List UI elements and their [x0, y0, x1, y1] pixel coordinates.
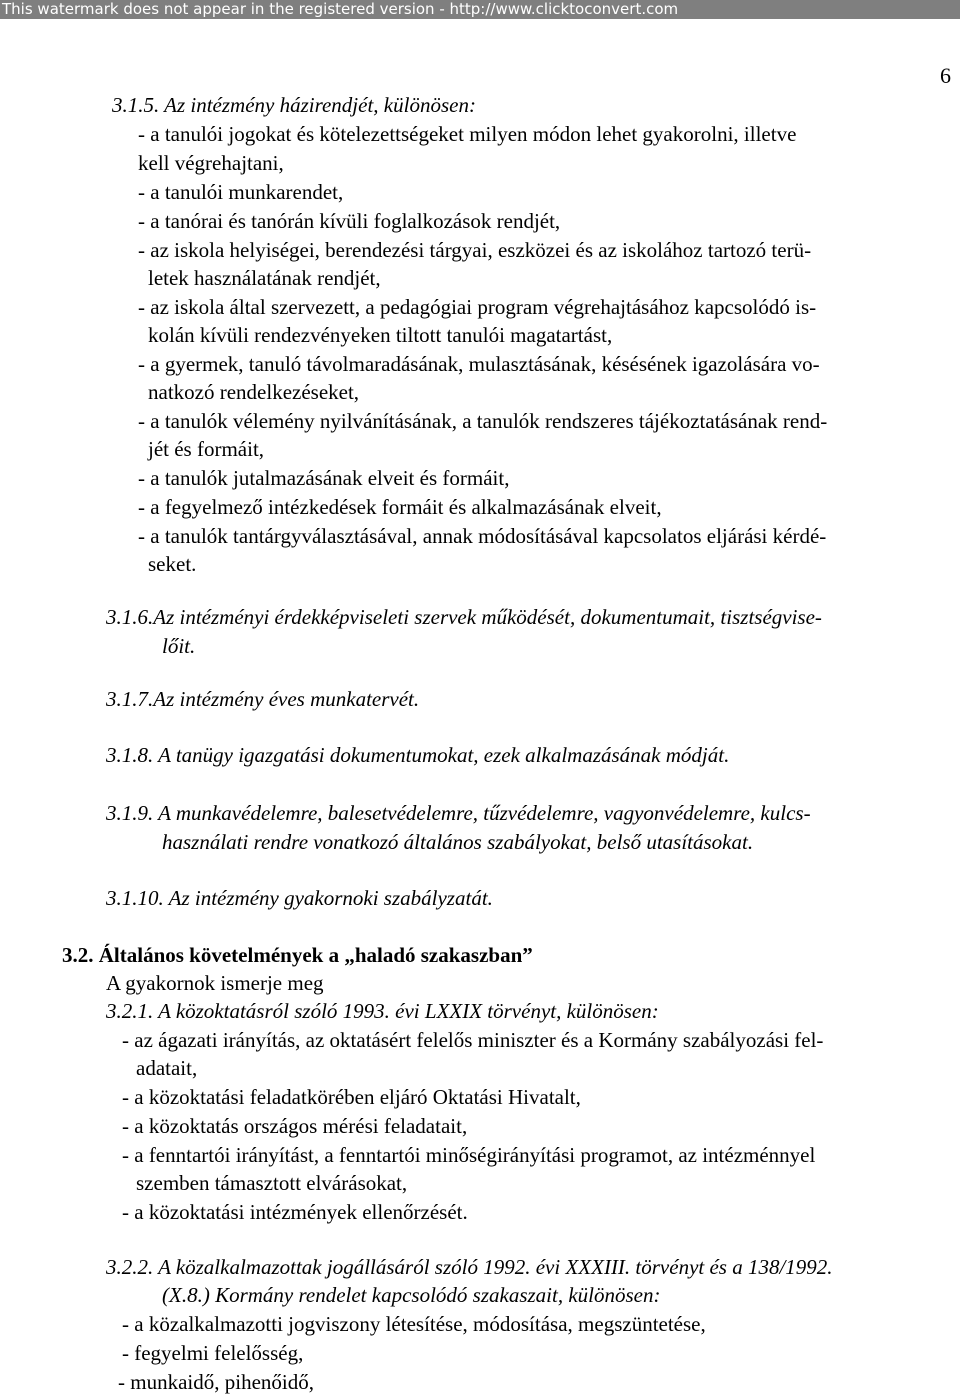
- heading-3-2-2: 3.2.2. A közalkalmazottak jogállásáról szóló 1992. évi XXXIII. törvényt és a 138/1992.: [106, 1255, 833, 1279]
- list-item-continuation: seket.: [148, 552, 197, 576]
- list-item: - a gyermek, tanuló távolmaradásának, mulasztásának, késésének igazolására vo-: [138, 352, 820, 376]
- list-item: - a tanulók vélemény nyilvánításának, a tanulók rendszeres tájékoztatásának rend-: [138, 409, 828, 433]
- list-item: - a tanulók tantárgyválasztásával, annak módosításával kapcsolatos eljárási kérdé-: [138, 524, 827, 548]
- list-item: - a fenntartói irányítást, a fenntartói minőségirányítási programot, az intézménnyel: [122, 1143, 816, 1167]
- heading-3-1-10: 3.1.10. Az intézmény gyakornoki szabályzatát.: [106, 886, 493, 910]
- heading-continuation: (X.8.) Kormány rendelet kapcsolódó szakaszait, különösen:: [162, 1283, 661, 1307]
- list-item-continuation: kell végrehajtani,: [138, 151, 284, 175]
- heading-3-1-9: 3.1.9. A munkavédelemre, balesetvédelemre, tűzvédelemre, vagyonvédelemre, kulcs-: [106, 801, 811, 825]
- list-item: - a tanórai és tanórán kívüli foglalkozások rendjét,: [138, 209, 561, 233]
- intro-text: A gyakornok ismerje meg: [106, 971, 324, 995]
- list-item: - munkaidő, pihenőidő,: [118, 1370, 314, 1394]
- list-item: - a tanulói jogokat és kötelezettségeket milyen módon lehet gyakorolni, illetve: [138, 122, 797, 146]
- list-item: - fegyelmi felelősség,: [122, 1341, 304, 1365]
- section-heading-3-2: 3.2. Általános követelmények a „haladó szakaszban”: [62, 943, 533, 967]
- list-item: - az iskola által szervezett, a pedagógiai program végrehajtásához kapcsolódó is-: [138, 295, 817, 319]
- heading-3-2-1: 3.2.1. A közoktatásról szóló 1993. évi LXXIX törvényt, különösen:: [106, 999, 659, 1023]
- page-number: 6: [940, 63, 951, 88]
- heading-3-1-8: 3.1.8. A tanügy igazgatási dokumentumokat, ezek alkalmazásának módját.: [106, 743, 730, 767]
- watermark-link[interactable]: http://www.clicktoconvert.com: [449, 0, 679, 18]
- list-item-continuation: kolán kívüli rendezvényeken tiltott tanulói magatartást,: [148, 323, 613, 347]
- watermark-text: This watermark does not appear in the registered version -: [2, 0, 450, 18]
- watermark-banner: [0, 0, 960, 19]
- heading-3-1-7: 3.1.7.Az intézmény éves munkatervét.: [106, 687, 420, 711]
- list-item: - a fegyelmező intézkedések formáit és alkalmazásának elveit,: [138, 495, 662, 519]
- list-item: - az iskola helyiségei, berendezési tárgyai, eszközei és az iskolához tartozó terü-: [138, 238, 812, 262]
- list-item: - a közoktatási feladatkörében eljáró Oktatási Hivatalt,: [122, 1085, 581, 1109]
- heading-3-1-5: 3.1.5. Az intézmény házirendjét, különösen:: [112, 93, 476, 117]
- list-item: - az ágazati irányítás, az oktatásért felelős miniszter és a Kormány szabályozási fel-: [122, 1028, 824, 1052]
- list-item-continuation: jét és formáit,: [148, 437, 265, 461]
- heading-3-1-6: 3.1.6.Az intézményi érdekképviseleti szervek működését, dokumentumait, tisztségvise-: [106, 605, 822, 629]
- list-item: - a tanulók jutalmazásának elveit és formáit,: [138, 466, 510, 490]
- list-item-continuation: letek használatának rendjét,: [148, 266, 381, 290]
- heading-continuation: használati rendre vonatkozó általános szabályokat, belső utasításokat.: [162, 830, 754, 854]
- list-item-continuation: szemben támasztott elvárásokat,: [136, 1171, 408, 1195]
- list-item: - a közoktatási intézmények ellenőrzését.: [122, 1200, 468, 1224]
- list-item-continuation: natkozó rendelkezéseket,: [148, 380, 360, 404]
- list-item: - a tanulói munkarendet,: [138, 180, 344, 204]
- list-item: - a közoktatás országos mérési feladatait,: [122, 1114, 468, 1138]
- list-item: - a közalkalmazotti jogviszony létesítése, módosítása, megszüntetése,: [122, 1312, 706, 1336]
- list-item-continuation: adatait,: [136, 1056, 198, 1080]
- heading-continuation: lőit.: [162, 634, 196, 658]
